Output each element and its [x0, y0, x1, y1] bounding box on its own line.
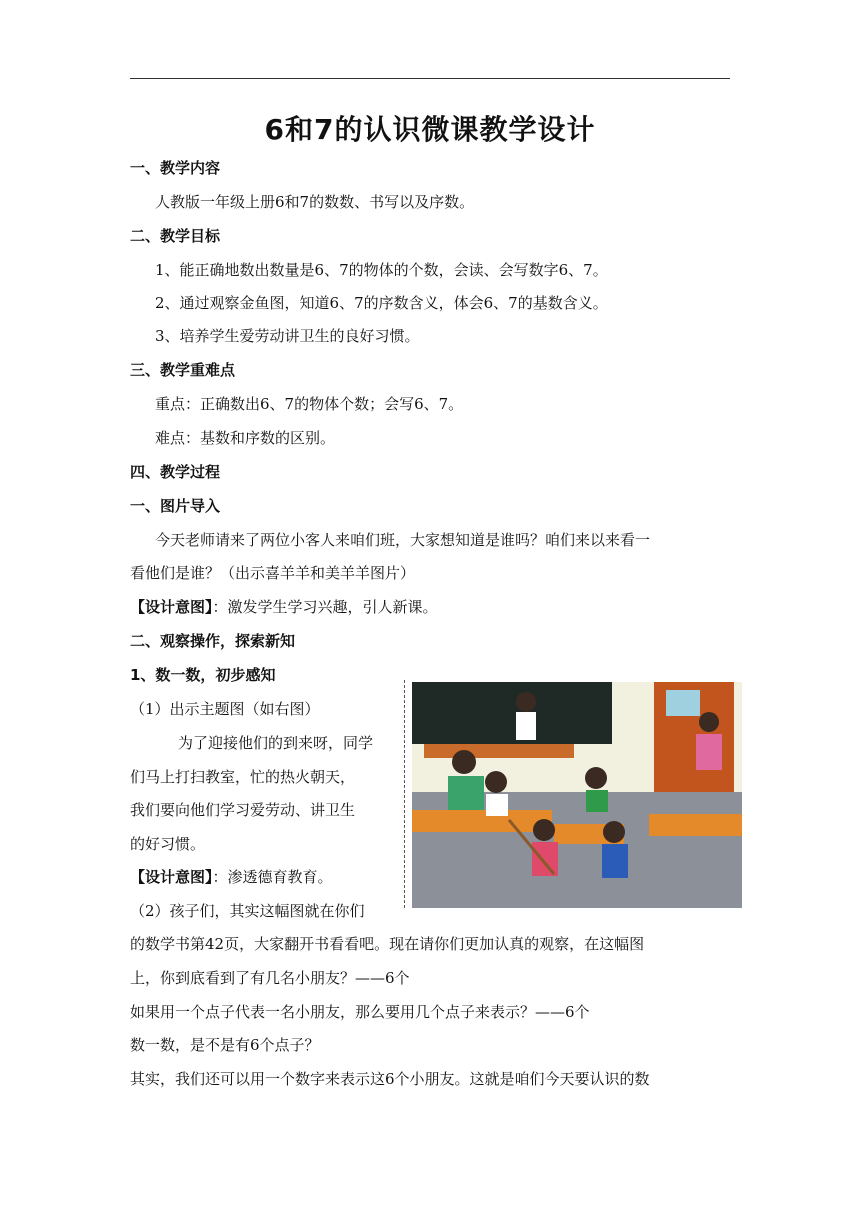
child-at-board: [516, 692, 536, 712]
teacher-head: [452, 750, 476, 774]
boy-head: [485, 771, 507, 793]
body-line-1: 为了迎接他们的到来呀，同学: [178, 734, 374, 752]
door-window: [666, 690, 700, 716]
body-line-2: 们马上打扫教室，忙的热火朝天，: [130, 768, 356, 786]
girl-dress: [696, 734, 722, 770]
girl2-head: [533, 819, 555, 841]
boy2-shirt: [586, 790, 608, 812]
intro-line-1: 今天老师请来了两位小客人来咱们班，大家想知道是谁吗？咱们来以来看一: [155, 531, 651, 549]
desk-left: [412, 810, 552, 832]
continue-line-5: 其实，我们还可以用一个数字来表示这6个小朋友。这就是咱们今天要认识的数: [130, 1070, 650, 1088]
body-line-4: 的好习惯。: [130, 835, 206, 853]
intro-line-2: 看他们是谁？（出示喜羊羊和美羊羊图片）: [130, 564, 416, 582]
moral-intent: [130, 867, 333, 887]
sub-heading-count: 1、数一数，初步感知: [130, 666, 276, 684]
intent-tag: 【设计意图】: [130, 598, 213, 616]
key-point: 重点：正确数出6、7的物体个数；会写6、7。: [155, 395, 464, 413]
intent-text: ：渗透德育教育。: [212, 868, 333, 886]
section-heading-content: 一、教学内容: [130, 159, 221, 177]
boy2-head: [585, 767, 607, 789]
continue-line-2: 上，你到底看到了有几名小朋友？——6个: [130, 969, 410, 987]
step-2: （2）孩子们，其实这幅图就在你们: [130, 902, 365, 920]
difficult-point: 难点：基数和序数的区别。: [155, 429, 336, 447]
intent-text: ：激发学生学习兴趣，引人新课。: [212, 598, 438, 616]
goal-item-3: 3、培养学生爱劳动讲卫生的良好习惯。: [155, 327, 420, 345]
step-1: （1）出示主题图（如右图）: [130, 700, 320, 718]
goal-item-2: 2、通过观察金鱼图，知道6、7的序数含义，体会6、7的基数含义。: [155, 294, 608, 312]
section-heading-process: 四、教学过程: [130, 463, 221, 481]
body-line-3: 我们要向他们学习爱劳动、讲卫生: [130, 801, 356, 819]
goal-item-1: 1、能正确地数出数量是6、7的物体的个数，会读、会写数字6、7。: [155, 261, 608, 279]
boy-shirt: [486, 794, 508, 816]
section-heading-keypoints: 三、教学重难点: [130, 361, 236, 379]
blackboard: [412, 682, 612, 744]
girl-head: [699, 712, 719, 732]
boy3-overalls: [602, 844, 628, 878]
continue-line-4: 数一数，是不是有6个点子？: [130, 1036, 320, 1054]
continue-line-1: 的数学书第42页，大家翻开书看看吧。现在请你们更加认真的观察，在这幅图: [130, 935, 645, 953]
subsection-heading-observe: 二、观察操作，探索新知: [130, 632, 296, 650]
girl2-dress: [532, 842, 558, 876]
podium: [424, 744, 574, 758]
intent-tag: 【设计意图】: [130, 868, 213, 886]
document-title: 6和7的认识微课教学设计: [264, 113, 596, 146]
desk-right: [649, 814, 742, 836]
boy3-head: [603, 821, 625, 843]
section-heading-goals: 二、教学目标: [130, 227, 221, 245]
child-shirt: [516, 712, 536, 740]
subsection-heading-intro: 一、图片导入: [130, 497, 221, 515]
intro-intent: [130, 597, 438, 617]
continue-line-3: 如果用一个点子代表一名小朋友，那么要用几个点子来表示？——6个: [130, 1003, 590, 1021]
header-rule: [130, 78, 730, 79]
classroom-illustration: [404, 682, 742, 908]
content-paragraph: 人教版一年级上册6和7的数数、书写以及序数。: [155, 193, 475, 211]
